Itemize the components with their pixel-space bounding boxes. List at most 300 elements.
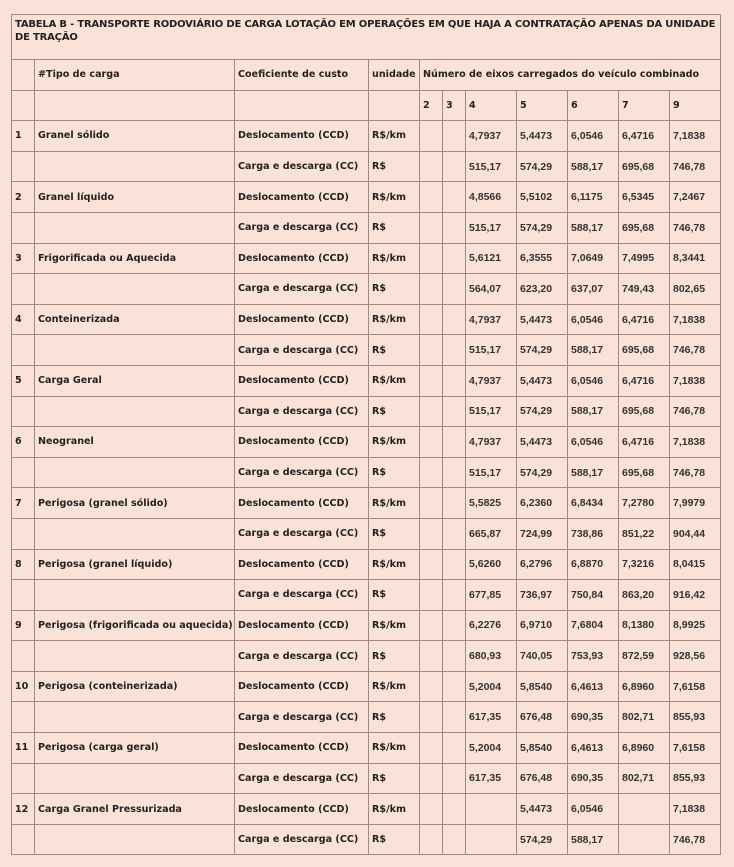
row-number (12, 580, 35, 611)
value-cell (420, 488, 443, 519)
value-cell (466, 824, 517, 855)
header-coef: Coeficiente de custo (235, 60, 369, 91)
value-cell (420, 824, 443, 855)
header-eixos: Número de eixos carregados do veículo combinado (420, 60, 721, 91)
value-cell: 665,87 (466, 518, 517, 549)
value-cell (443, 488, 466, 519)
header-row (12, 60, 721, 91)
unit: R$/km (369, 182, 420, 213)
value-cell: 695,68 (619, 457, 670, 488)
value-cell: 5,6260 (466, 549, 517, 580)
value-cell: 5,4473 (517, 121, 568, 152)
value-cell: 8,9925 (670, 610, 721, 641)
cargo-type (35, 212, 235, 243)
axle-header: 9 (670, 90, 721, 121)
value-cell: 690,35 (568, 763, 619, 794)
value-cell (443, 212, 466, 243)
unit: R$/km (369, 121, 420, 152)
table-row-ccd (12, 671, 721, 702)
value-cell: 6,0546 (568, 304, 619, 335)
cargo-type (35, 702, 235, 733)
unit: R$ (369, 212, 420, 243)
cost-coefficient: Carga e descarga (CC) (235, 212, 369, 243)
unit: R$ (369, 335, 420, 366)
unit: R$/km (369, 488, 420, 519)
value-cell (420, 365, 443, 396)
value-cell (443, 121, 466, 152)
row-number (12, 151, 35, 182)
value-cell: 6,4613 (568, 733, 619, 764)
value-cell: 4,8566 (466, 182, 517, 213)
value-cell: 5,5102 (517, 182, 568, 213)
value-cell: 7,6158 (670, 671, 721, 702)
cargo-type: Perigosa (granel líquido) (35, 549, 235, 580)
value-cell (443, 396, 466, 427)
row-number (12, 212, 35, 243)
value-cell (443, 763, 466, 794)
unit: R$/km (369, 243, 420, 274)
unit: R$/km (369, 365, 420, 396)
value-cell: 6,3555 (517, 243, 568, 274)
row-number (12, 763, 35, 794)
value-cell: 5,8540 (517, 671, 568, 702)
value-cell: 574,29 (517, 151, 568, 182)
value-cell: 515,17 (466, 212, 517, 243)
cost-coefficient: Carga e descarga (CC) (235, 396, 369, 427)
value-cell: 6,2360 (517, 488, 568, 519)
value-cell: 6,9710 (517, 610, 568, 641)
value-cell (420, 457, 443, 488)
value-cell: 588,17 (568, 457, 619, 488)
value-cell (420, 794, 443, 825)
value-cell: 6,1175 (568, 182, 619, 213)
value-cell: 904,44 (670, 518, 721, 549)
value-cell: 7,1838 (670, 427, 721, 458)
value-cell: 695,68 (619, 396, 670, 427)
value-cell: 574,29 (517, 212, 568, 243)
value-cell: 6,4716 (619, 121, 670, 152)
value-cell: 4,7937 (466, 121, 517, 152)
cost-coefficient: Carga e descarga (CC) (235, 518, 369, 549)
cargo-type: Conteinerizada (35, 304, 235, 335)
value-cell: 7,1838 (670, 304, 721, 335)
value-cell (420, 243, 443, 274)
cargo-type: Granel sólido (35, 121, 235, 152)
value-cell: 746,78 (670, 824, 721, 855)
value-cell: 515,17 (466, 457, 517, 488)
value-cell: 6,8960 (619, 671, 670, 702)
value-cell (420, 427, 443, 458)
axles-row (12, 90, 721, 121)
row-number: 3 (12, 243, 35, 274)
table-row-ccd (12, 549, 721, 580)
value-cell: 588,17 (568, 151, 619, 182)
table-row-ccd (12, 304, 721, 335)
value-cell (420, 763, 443, 794)
table-row-cc (12, 151, 721, 182)
unit: R$ (369, 824, 420, 855)
cost-coefficient: Deslocamento (CCD) (235, 121, 369, 152)
cost-coefficient: Deslocamento (CCD) (235, 182, 369, 213)
cargo-type: Perigosa (frigorificada ou aquecida) (35, 610, 235, 641)
unit: R$ (369, 457, 420, 488)
value-cell: 6,4716 (619, 365, 670, 396)
value-cell: 750,84 (568, 580, 619, 611)
table-row-ccd (12, 488, 721, 519)
value-cell: 5,2004 (466, 733, 517, 764)
table-row-ccd (12, 610, 721, 641)
value-cell (420, 151, 443, 182)
value-cell: 5,4473 (517, 304, 568, 335)
value-cell: 855,93 (670, 702, 721, 733)
row-number: 6 (12, 427, 35, 458)
table-row-ccd (12, 733, 721, 764)
value-cell: 6,8960 (619, 733, 670, 764)
unit: R$ (369, 763, 420, 794)
value-cell: 4,7937 (466, 304, 517, 335)
cargo-type: Perigosa (conteinerizada) (35, 671, 235, 702)
value-cell: 680,93 (466, 641, 517, 672)
cargo-type (35, 580, 235, 611)
cargo-type: Carga Geral (35, 365, 235, 396)
value-cell (443, 641, 466, 672)
title-row (12, 15, 721, 60)
freight-cost-table (11, 14, 721, 855)
value-cell: 6,4613 (568, 671, 619, 702)
table-title: TABELA B - TRANSPORTE RODOVIÁRIO DE CARGA LOTAÇÃO EM OPERAÇÕES EM QUE HAJA A CONTRATAÇÃO APENAS DA UNIDADE DE TRAÇÃO (12, 15, 721, 60)
axle-header: 3 (443, 90, 466, 121)
value-cell: 753,93 (568, 641, 619, 672)
value-cell: 515,17 (466, 151, 517, 182)
value-cell: 863,20 (619, 580, 670, 611)
value-cell (443, 304, 466, 335)
value-cell (443, 702, 466, 733)
value-cell: 564,07 (466, 274, 517, 305)
table-row-cc (12, 457, 721, 488)
value-cell: 916,42 (670, 580, 721, 611)
value-cell: 588,17 (568, 212, 619, 243)
empty-cell (12, 90, 35, 121)
value-cell: 7,1838 (670, 121, 721, 152)
cost-coefficient: Deslocamento (CCD) (235, 365, 369, 396)
value-cell (443, 365, 466, 396)
table-row-cc (12, 518, 721, 549)
value-cell: 637,07 (568, 274, 619, 305)
header-tipo: #Tipo de carga (35, 60, 235, 91)
value-cell: 6,0546 (568, 427, 619, 458)
value-cell: 6,5345 (619, 182, 670, 213)
value-cell (443, 580, 466, 611)
value-cell: 7,6804 (568, 610, 619, 641)
table-row-ccd (12, 427, 721, 458)
value-cell: 746,78 (670, 457, 721, 488)
row-number: 5 (12, 365, 35, 396)
cargo-type (35, 274, 235, 305)
row-number: 8 (12, 549, 35, 580)
table-row-cc (12, 702, 721, 733)
row-number: 2 (12, 182, 35, 213)
unit: R$/km (369, 610, 420, 641)
unit: R$/km (369, 427, 420, 458)
row-number (12, 274, 35, 305)
row-number (12, 457, 35, 488)
value-cell (420, 702, 443, 733)
value-cell (420, 733, 443, 764)
value-cell: 7,2467 (670, 182, 721, 213)
value-cell: 8,0415 (670, 549, 721, 580)
cost-coefficient: Deslocamento (CCD) (235, 671, 369, 702)
unit: R$ (369, 151, 420, 182)
value-cell: 676,48 (517, 702, 568, 733)
value-cell (443, 151, 466, 182)
cost-coefficient: Deslocamento (CCD) (235, 243, 369, 274)
cost-coefficient: Carga e descarga (CC) (235, 702, 369, 733)
value-cell: 928,56 (670, 641, 721, 672)
row-number (12, 335, 35, 366)
table-row-ccd (12, 794, 721, 825)
cost-coefficient: Deslocamento (CCD) (235, 733, 369, 764)
value-cell (443, 549, 466, 580)
value-cell: 695,68 (619, 151, 670, 182)
cargo-type (35, 518, 235, 549)
cost-coefficient: Carga e descarga (CC) (235, 274, 369, 305)
value-cell: 8,1380 (619, 610, 670, 641)
cargo-type: Perigosa (granel sólido) (35, 488, 235, 519)
value-cell (443, 274, 466, 305)
value-cell (619, 794, 670, 825)
value-cell: 7,9979 (670, 488, 721, 519)
value-cell: 802,65 (670, 274, 721, 305)
unit: R$/km (369, 549, 420, 580)
value-cell (443, 733, 466, 764)
value-cell: 676,48 (517, 763, 568, 794)
value-cell: 695,68 (619, 335, 670, 366)
table-row-cc (12, 641, 721, 672)
value-cell (443, 824, 466, 855)
row-number (12, 518, 35, 549)
value-cell (443, 794, 466, 825)
cost-coefficient: Carga e descarga (CC) (235, 457, 369, 488)
value-cell (443, 518, 466, 549)
cost-coefficient: Carga e descarga (CC) (235, 151, 369, 182)
value-cell (443, 671, 466, 702)
value-cell: 724,99 (517, 518, 568, 549)
value-cell (420, 121, 443, 152)
axle-header: 2 (420, 90, 443, 121)
row-number: 9 (12, 610, 35, 641)
value-cell: 588,17 (568, 335, 619, 366)
value-cell: 738,86 (568, 518, 619, 549)
value-cell: 802,71 (619, 763, 670, 794)
row-number: 11 (12, 733, 35, 764)
value-cell: 617,35 (466, 763, 517, 794)
row-number: 7 (12, 488, 35, 519)
value-cell: 6,4716 (619, 304, 670, 335)
value-cell: 623,20 (517, 274, 568, 305)
cargo-type (35, 457, 235, 488)
table-row-cc (12, 763, 721, 794)
value-cell: 5,4473 (517, 427, 568, 458)
value-cell (420, 212, 443, 243)
cost-coefficient: Deslocamento (CCD) (235, 549, 369, 580)
row-number: 4 (12, 304, 35, 335)
value-cell: 746,78 (670, 151, 721, 182)
value-cell: 5,6121 (466, 243, 517, 274)
cost-coefficient: Deslocamento (CCD) (235, 304, 369, 335)
unit: R$ (369, 580, 420, 611)
unit: R$/km (369, 733, 420, 764)
value-cell: 872,59 (619, 641, 670, 672)
cargo-type (35, 763, 235, 794)
value-cell: 855,93 (670, 763, 721, 794)
value-cell: 574,29 (517, 824, 568, 855)
value-cell (420, 182, 443, 213)
table-row-ccd (12, 365, 721, 396)
axle-header: 6 (568, 90, 619, 121)
value-cell: 7,0649 (568, 243, 619, 274)
value-cell (443, 182, 466, 213)
value-cell: 6,8870 (568, 549, 619, 580)
value-cell: 7,1838 (670, 365, 721, 396)
value-cell: 695,68 (619, 212, 670, 243)
table-row-cc (12, 580, 721, 611)
value-cell: 740,05 (517, 641, 568, 672)
value-cell: 7,4995 (619, 243, 670, 274)
empty-cell (235, 90, 369, 121)
table-row-cc (12, 824, 721, 855)
unit: R$ (369, 702, 420, 733)
value-cell (443, 335, 466, 366)
cost-coefficient: Carga e descarga (CC) (235, 580, 369, 611)
row-number (12, 824, 35, 855)
row-number: 1 (12, 121, 35, 152)
unit: R$/km (369, 304, 420, 335)
row-number (12, 641, 35, 672)
cargo-type (35, 396, 235, 427)
unit: R$ (369, 641, 420, 672)
value-cell: 574,29 (517, 396, 568, 427)
value-cell: 6,2796 (517, 549, 568, 580)
value-cell: 8,3441 (670, 243, 721, 274)
cost-coefficient: Carga e descarga (CC) (235, 824, 369, 855)
value-cell (443, 457, 466, 488)
value-cell: 6,4716 (619, 427, 670, 458)
value-cell: 7,6158 (670, 733, 721, 764)
value-cell (443, 610, 466, 641)
cargo-type: Frigorificada ou Aquecida (35, 243, 235, 274)
unit: R$/km (369, 671, 420, 702)
value-cell: 515,17 (466, 335, 517, 366)
header-num (12, 60, 35, 91)
value-cell (420, 518, 443, 549)
cargo-type: Neogranel (35, 427, 235, 458)
value-cell: 588,17 (568, 824, 619, 855)
value-cell: 5,8540 (517, 733, 568, 764)
axle-header: 7 (619, 90, 670, 121)
cost-coefficient: Deslocamento (CCD) (235, 488, 369, 519)
value-cell: 617,35 (466, 702, 517, 733)
value-cell: 746,78 (670, 396, 721, 427)
empty-cell (35, 90, 235, 121)
unit: R$ (369, 396, 420, 427)
header-unidade: unidade (369, 60, 420, 91)
value-cell: 574,29 (517, 335, 568, 366)
value-cell: 6,0546 (568, 365, 619, 396)
value-cell (420, 274, 443, 305)
row-number: 10 (12, 671, 35, 702)
value-cell: 515,17 (466, 396, 517, 427)
table-row-ccd (12, 121, 721, 152)
value-cell: 7,1838 (670, 794, 721, 825)
cargo-type: Carga Granel Pressurizada (35, 794, 235, 825)
table-row-ccd (12, 243, 721, 274)
row-number (12, 702, 35, 733)
value-cell: 6,2276 (466, 610, 517, 641)
table-row-cc (12, 335, 721, 366)
cargo-type (35, 824, 235, 855)
cargo-type (35, 335, 235, 366)
value-cell: 746,78 (670, 335, 721, 366)
value-cell (443, 243, 466, 274)
cost-coefficient: Deslocamento (CCD) (235, 610, 369, 641)
value-cell: 746,78 (670, 212, 721, 243)
axle-header: 5 (517, 90, 568, 121)
value-cell: 802,71 (619, 702, 670, 733)
value-cell (420, 549, 443, 580)
value-cell (443, 427, 466, 458)
axle-header: 4 (466, 90, 517, 121)
value-cell: 588,17 (568, 396, 619, 427)
row-number (12, 396, 35, 427)
value-cell: 4,7937 (466, 365, 517, 396)
cost-coefficient: Deslocamento (CCD) (235, 794, 369, 825)
value-cell: 6,8434 (568, 488, 619, 519)
value-cell: 6,0546 (568, 121, 619, 152)
value-cell: 6,0546 (568, 794, 619, 825)
value-cell (420, 396, 443, 427)
value-cell: 677,85 (466, 580, 517, 611)
value-cell: 5,2004 (466, 671, 517, 702)
cargo-type (35, 641, 235, 672)
cost-coefficient: Deslocamento (CCD) (235, 427, 369, 458)
cost-coefficient: Carga e descarga (CC) (235, 641, 369, 672)
value-cell (420, 671, 443, 702)
value-cell (420, 610, 443, 641)
value-cell (619, 824, 670, 855)
value-cell: 736,97 (517, 580, 568, 611)
value-cell (420, 580, 443, 611)
table-row-cc (12, 212, 721, 243)
empty-cell (369, 90, 420, 121)
unit: R$/km (369, 794, 420, 825)
value-cell: 5,4473 (517, 365, 568, 396)
unit: R$ (369, 274, 420, 305)
value-cell: 690,35 (568, 702, 619, 733)
value-cell: 574,29 (517, 457, 568, 488)
cost-coefficient: Carga e descarga (CC) (235, 335, 369, 366)
cargo-type: Granel líquido (35, 182, 235, 213)
value-cell: 7,3216 (619, 549, 670, 580)
unit: R$ (369, 518, 420, 549)
value-cell (420, 641, 443, 672)
value-cell (420, 335, 443, 366)
value-cell: 749,43 (619, 274, 670, 305)
table-row-cc (12, 274, 721, 305)
value-cell (466, 794, 517, 825)
cargo-type: Perigosa (carga geral) (35, 733, 235, 764)
cargo-type (35, 151, 235, 182)
cost-coefficient: Carga e descarga (CC) (235, 763, 369, 794)
